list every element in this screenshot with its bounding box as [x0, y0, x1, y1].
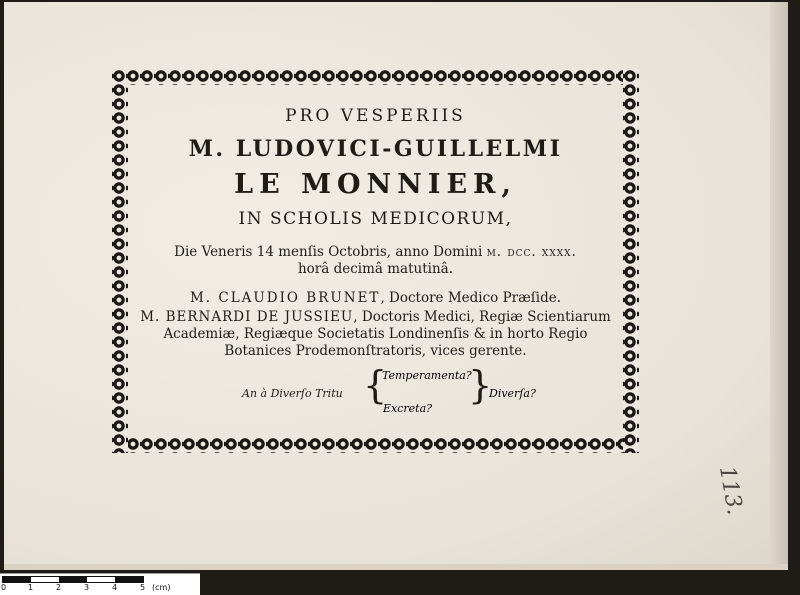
folio-number: 113.: [713, 464, 748, 517]
deputy-line-2: Academiæ, Regiæque Societatis Londinenſis & in horto Regio: [163, 326, 588, 342]
deputy-name: M. BERNARDI DE JUSSIEU: [140, 309, 354, 325]
brace-right-icon: {: [468, 363, 493, 407]
heading-pro-vesperiis: PRO VESPERIIS: [285, 106, 466, 126]
time-line: horâ decimâ matutinâ.: [297, 261, 453, 277]
question-left: An à Diverſo Tritu: [242, 387, 343, 400]
scale-ruler: [0, 573, 200, 595]
question-bottom: Excreta?: [383, 402, 433, 415]
ruler-bar: [2, 576, 144, 583]
ruler-label-1: 1: [28, 583, 34, 592]
border-top: [112, 69, 639, 85]
date-text: Die Veneris 14 menſis Octobris, anno Domini: [174, 244, 487, 260]
deputy-line-3: Botanices Prodemonſtratoris, vices gerente.: [224, 343, 527, 359]
heading-surname: LE MONNIER,: [234, 169, 517, 200]
border-bottom: [112, 437, 639, 453]
brace-left-icon: {: [363, 363, 388, 407]
ruler-label-0: 0: [1, 583, 7, 592]
deputy-line: [136, 309, 615, 325]
deputy-title: , Doctoris Medici, Regiæ Scientiarum: [353, 309, 611, 325]
heading-name-line: M. LUDOVICI-GUILLELMI: [188, 136, 563, 162]
ornamental-border: [112, 69, 639, 453]
president-title: , Doctore Medico Præſide.: [380, 290, 562, 306]
border-left: [112, 69, 128, 453]
page-bottom-edge: [4, 564, 788, 570]
date-line: [136, 244, 615, 260]
border-right: [623, 69, 639, 453]
president-line: [136, 290, 615, 306]
document-page: [4, 2, 788, 570]
page-edge: [770, 2, 788, 570]
ruler-unit-label: (cm): [152, 583, 171, 592]
president-name: M. CLAUDIO BRUNET: [189, 290, 381, 306]
heading-location: IN SCHOLIS MEDICORUM,: [238, 209, 513, 229]
ruler-label-2: 2: [56, 583, 62, 592]
ruler-label-3: 3: [84, 583, 90, 592]
question-right: Diverſa?: [489, 387, 536, 400]
ruler-label-4: 4: [112, 583, 118, 592]
ruler-label-5: 5: [140, 583, 146, 592]
question-top: Temperamenta?: [382, 369, 472, 382]
date-year: m. dcc. xxxx.: [486, 244, 577, 260]
